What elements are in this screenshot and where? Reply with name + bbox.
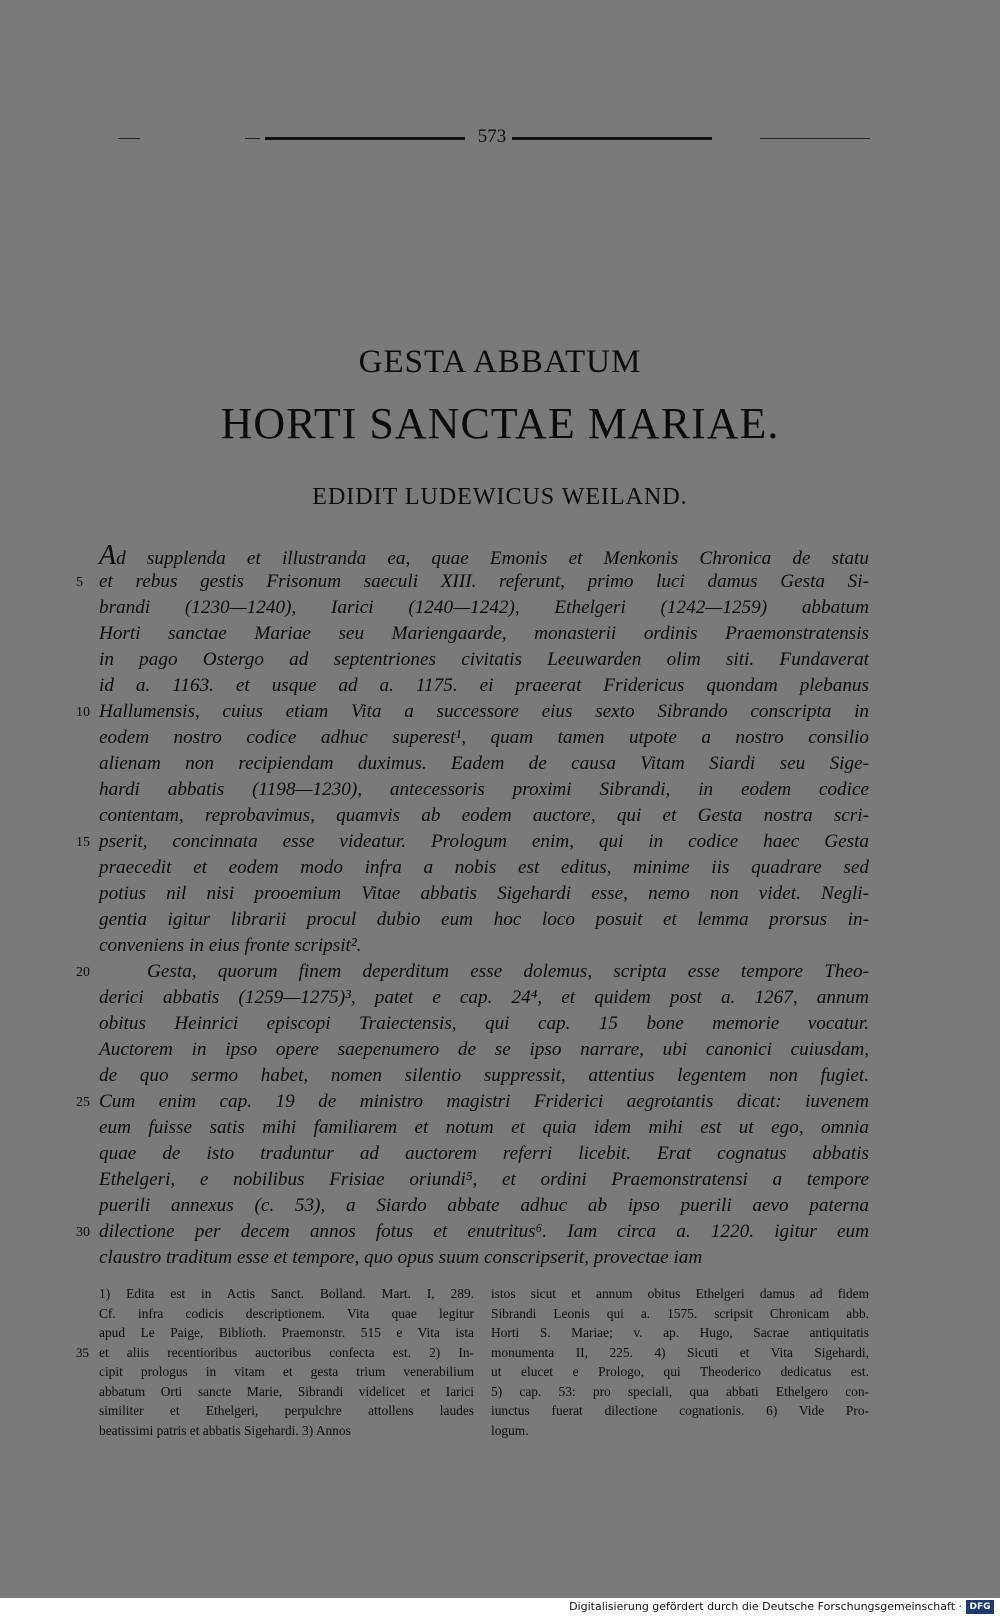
text-line: obitus Heinrici episcopi Traiectensis, qui cap. 15 bone memorie vocatur. — [99, 1013, 869, 1034]
text-line: et rebus gestis Frisonum saeculi XIII. referunt, primo luci damus Gesta Si- — [99, 571, 869, 592]
line-number: 15 — [76, 835, 90, 850]
line-number: 10 — [76, 705, 90, 720]
footnote-line: similiter et Ethelgeri, perpulchre attollens laudes — [99, 1403, 474, 1418]
dfg-logo-icon[interactable]: DFG — [966, 1600, 994, 1614]
footnote-line: 5) cap. 53: pro speciali, qua abbati Ethelgero con- — [491, 1383, 869, 1399]
text-line: contentam, reprobavimus, quamvis ab eodem auctore, qui et Gesta nostra scri- — [99, 805, 869, 826]
text-line: quae de isto traduntur ad auctorem referri licebit. Erat cognatus abbatis — [99, 1143, 869, 1164]
header-rule-right — [512, 137, 712, 140]
footnote-line: monumenta II, 225. 4) Sicuti et Vita Sigehardi, — [491, 1344, 869, 1360]
header-rule-left — [265, 137, 465, 140]
footnote-line: beatissimi patris et abbatis Sigehardi. 3) Annos — [99, 1422, 351, 1438]
footnote-line: istos sicut et annum obitus Ethelgeri damus ad fidem — [491, 1286, 869, 1301]
text-line: Ethelgeri, e nobilibus Frisiae oriundi⁵, et ordini Praemonstratensi a tempore — [99, 1169, 869, 1190]
title-line-1: GESTA ABBATUM — [358, 344, 642, 380]
footer-bar — [0, 1598, 1000, 1617]
text-line: eodem nostro codice adhuc superest¹, quam tamen utpote a nostro consilio — [99, 727, 869, 748]
text-line: in pago Ostergo ad septentriones civitatis Leeuwarden olim siti. Fundaverat — [99, 649, 869, 670]
footnote-line: logum. — [491, 1422, 529, 1438]
text-line: Auctorem in ipso opere saepenumero de se ipso narrare, ubi canonici cuiusdam, — [99, 1039, 869, 1060]
footnote-line: abbatum Orti sancte Marie, Sibrandi videlicet et Iarici — [99, 1383, 474, 1399]
footnote-line: ut elucet e Prologo, qui Theoderico dedicatus est. — [491, 1364, 869, 1379]
text-line: eum fuisse satis mihi familiarem et notum et quia idem mihi est ut ego, omnia — [99, 1117, 869, 1138]
text-line — [99, 540, 869, 572]
text-line: derici abbatis (1259—1275)³, patet e cap. 24⁴, et quidem post a. 1267, annum — [99, 987, 869, 1008]
line-number: 5 — [76, 575, 83, 590]
text-line: pserit, concinnata esse videatur. Prologum enim, qui in codice haec Gesta — [99, 831, 869, 852]
text-line: Hallumensis, cuius etiam Vita a successore eius sexto Sibrando conscripta in — [99, 701, 869, 722]
text-line: alienam non recipiendam duximus. Eadem de causa Vitam Siardi seu Sige- — [99, 753, 869, 774]
text-line: Horti sanctae Mariae seu Mariengaarde, monasterii ordinis Praemonstratensis — [99, 623, 869, 644]
drop-initial: A — [99, 540, 117, 571]
footnote-line: Cf. infra codicis descriptionem. Vita quae legitur — [99, 1305, 474, 1321]
text-line: de quo sermo habet, nomen silentio suppressit, attentius legentem non fugiet. — [99, 1065, 869, 1086]
header-rule-right-dash — [760, 138, 870, 139]
footnote-line: apud Le Paige, Biblioth. Praemonstr. 515 e Vita ista — [99, 1325, 474, 1340]
text-line: gentia igitur librarii procul dubio eum hoc loco posuit et lemma prorsus in- — [99, 909, 869, 930]
footnote-line: iunctus fuerat dilectione cognationis. 6) Vide Pro- — [491, 1403, 869, 1418]
line-number: 20 — [76, 965, 90, 980]
footnote-line: Sibrandi Leonis qui a. 1575. scripsit Chronicam abb. — [491, 1305, 869, 1321]
text-line: conveniens in eius fronte scripsit². — [99, 935, 362, 956]
line-number: 25 — [76, 1095, 90, 1110]
footnote-line: Horti S. Mariae; v. ap. Hugo, Sacrae antiquitatis — [491, 1325, 869, 1340]
footnote-line-number: 35 — [76, 1344, 89, 1360]
header-rule-left-dash — [118, 138, 140, 139]
text-line: Gesta, quorum finem deperditum esse dolemus, scripta esse tempore Theo- — [147, 961, 869, 982]
text-line: id a. 1163. et usque ad a. 1175. ei praeerat Fridericus quondam plebanus — [99, 675, 869, 696]
text-line: praecedit et eodem modo infra a nobis est editus, minime iis quadrare sed — [99, 857, 869, 878]
footnote-line: et aliis recentioribus auctoribus confecta est. 2) In- — [99, 1344, 474, 1360]
page-number: 573 — [477, 126, 507, 147]
text-line: hardi abbatis (1198—1230), antecessoris proximi Sibrandi, in eodem codice — [99, 779, 869, 800]
footer-credit: Digitalisierung gefördert durch die Deutsche Forschungsgemeinschaft · — [569, 1600, 962, 1613]
editor-line: EDIDIT LUDEWICUS WEILAND. — [312, 484, 688, 510]
text-line: Cum enim cap. 19 de ministro magistri Friderici aegrotantis dicat: iuvenem — [99, 1091, 869, 1112]
title-line-2: HORTI SANCTAE MARIAE. — [220, 399, 780, 448]
footnote-line: cipit prologus in vitam et gesta trium venerabilium — [99, 1364, 474, 1379]
text-line-content: d supplenda et illustranda ea, quae Emonis et Menkonis Chronica de statu — [116, 548, 869, 569]
footnote-line: 1) Edita est in Actis Sanct. Bolland. Mart. I, 289. — [99, 1286, 474, 1301]
text-line: puerili annexus (c. 53), a Siardo abbate adhuc ab ipso puerili aevo paterna — [99, 1195, 869, 1216]
line-number: 30 — [76, 1225, 90, 1240]
text-line: potius nil nisi prooemium Vitae abbatis Sigehardi esse, nemo non videt. Negli- — [99, 883, 869, 904]
text-line: claustro traditum esse et tempore, quo opus suum conscripserit, provectae iam — [99, 1247, 703, 1268]
text-line: dilectione per decem annos fotus et enutritus⁶. Iam circa a. 1220. igitur eum — [99, 1221, 869, 1242]
text-line: brandi (1230—1240), Iarici (1240—1242), Ethelgeri (1242—1259) abbatum — [99, 597, 869, 618]
header-rule-left-dash — [245, 138, 260, 139]
